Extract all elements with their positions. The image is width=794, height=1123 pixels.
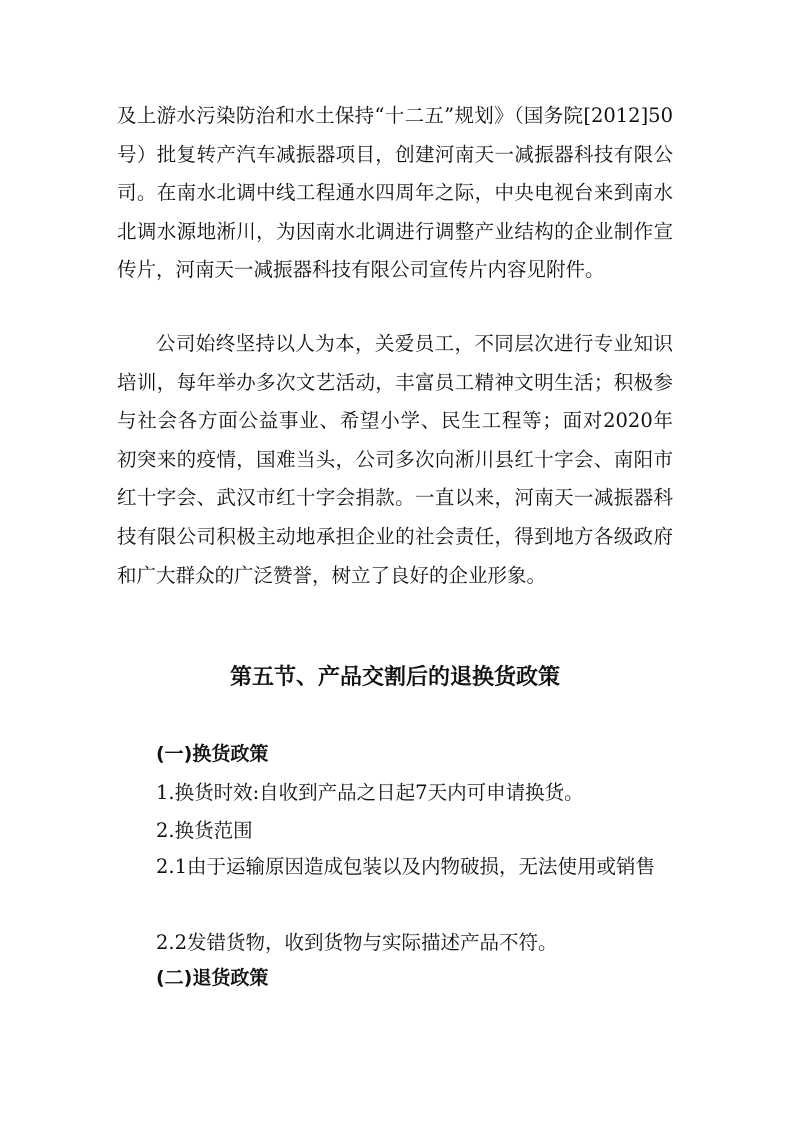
exchange-item-scope: 2.换货范围 (156, 819, 253, 842)
paragraph-company-history: 及上游水污染防治和水土保持“十二五”规划》（国务院[2012]50号）批复转产汽车减振器项目，创建河南天一减振器科技有限公司。在南水北调中线工程通水四周年之际，中央电视台来到南水北调水源地淅川，为因南水北调进行调整产业结构的企业制作宣传片，河南天一减振器科技有限公司宣传片内容见附件。 (117, 104, 673, 282)
exchange-item-transport-damage: 2.1由于运输原因造成包装以及内物破损，无法使用或销售 (156, 855, 656, 878)
exchange-item-wrong-goods: 2.2发错货物，收到货物与实际描述产品不符。 (156, 931, 558, 954)
paragraph-social-responsibility: 公司始终坚持以人为本，关爱员工，不同层次进行专业知识培训，每年举办多次文艺活动，丰富员工精神文明生活；积极参与社会各方面公益事业、希望小学、民生工程等；面对2020年初突来的疫情，国难当头，公司多次向淅川县红十字会、南阳市红十字会、武汉市红十字会捐款。一直以来，河南天一减振器科技有限公司积极主动地承担企业的社会责任，得到地方各级政府和广大群众的广泛赞誉，树立了良好的企业形象。 (117, 332, 673, 587)
exchange-policy-heading: (一)换货政策 (156, 743, 269, 765)
return-policy-heading: (二)退货政策 (156, 967, 269, 989)
exchange-item-timeframe: 1.换货时效:自收到产品之日起7天内可申请换货。 (156, 781, 584, 804)
section-title: 第五节、产品交割后的退换货政策 (229, 665, 560, 690)
